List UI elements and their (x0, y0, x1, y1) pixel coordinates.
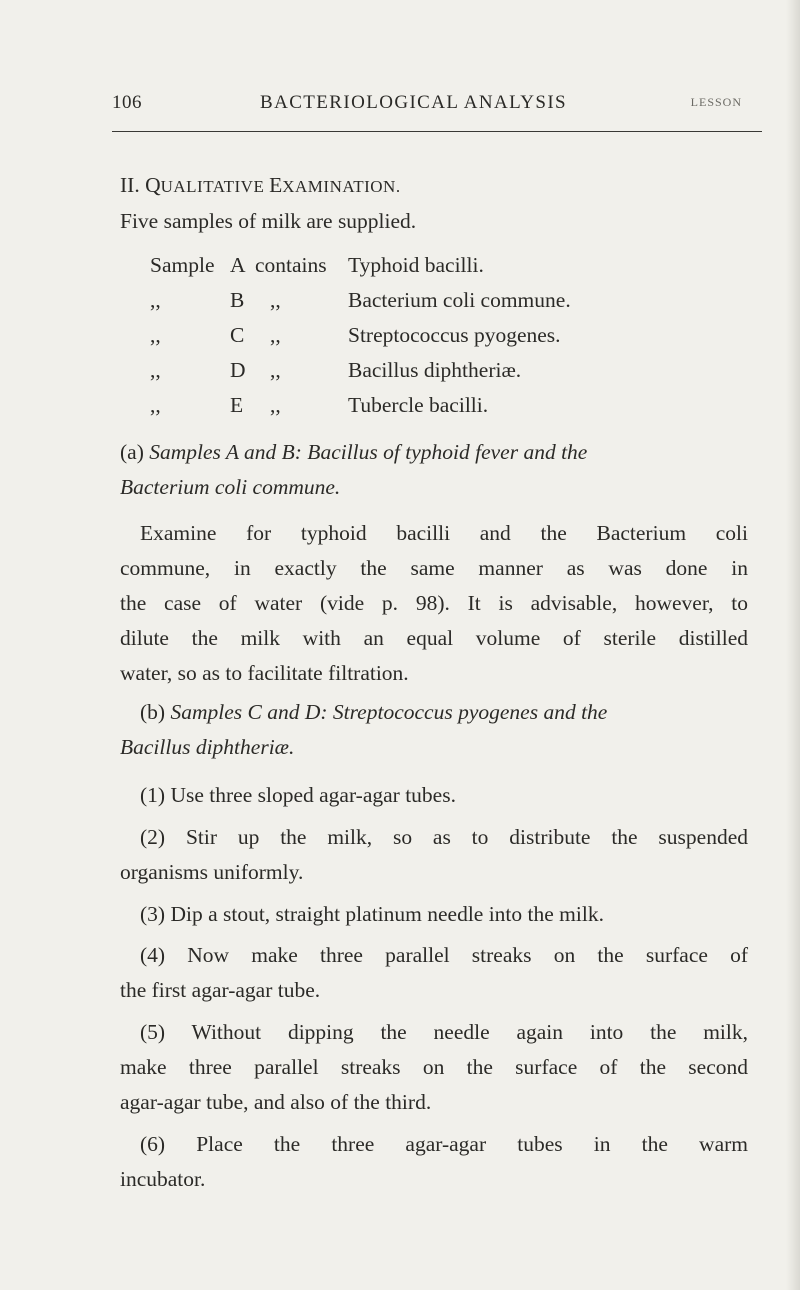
section-title-rest-2: XAMINATION. (282, 177, 401, 196)
step-item (140, 1017, 748, 1047)
step-number: (4) (140, 943, 166, 967)
section-title-cap-1: Q (145, 173, 161, 197)
step-text-continued: the first agar-agar tube. (120, 978, 321, 1002)
step-text-continued: organisms uniformly. (120, 860, 304, 884)
body-line: Examine for typhoid bacilli and the Bacterium coli (140, 521, 748, 545)
step-item (140, 822, 748, 852)
step-number: (2) (140, 825, 166, 849)
subsection-a-label: (a) (120, 440, 144, 464)
step-number: (3) (140, 902, 166, 926)
sample-row (150, 320, 710, 350)
body-line: commune, in exactly the same manner as was done in (120, 556, 748, 580)
sample-organism: Tubercle bacilli. (348, 393, 489, 417)
sample-letter: D (230, 358, 246, 382)
step-text-continued: make three parallel streaks on the surface of the second (120, 1055, 748, 1079)
sample-letter: E (230, 393, 244, 417)
running-header-right: LESSON (690, 95, 742, 109)
sample-verb: ,, (270, 393, 281, 417)
sample-organism: Streptococcus pyogenes. (348, 323, 561, 347)
sample-letter: A (230, 253, 246, 277)
body-line: dilute the milk with an equal volume of sterile distilled (120, 626, 748, 650)
sample-row (150, 355, 710, 385)
sample-lead: ,, (150, 358, 161, 382)
sample-lead: ,, (150, 393, 161, 417)
sample-lead: ,, (150, 323, 161, 347)
section-title-cap-2: E (269, 173, 283, 197)
sample-letter: B (230, 288, 245, 312)
sample-lead: ,, (150, 288, 161, 312)
sample-verb: ,, (270, 358, 281, 382)
sample-organism: Bacillus diphtheriæ. (348, 358, 522, 382)
sample-letter: C (230, 323, 245, 347)
subsection-b-heading-line2: Bacillus diphtheriæ. (120, 735, 295, 759)
step-item (140, 899, 604, 929)
running-header (112, 92, 742, 120)
step-text-continued: incubator. (120, 1167, 206, 1191)
sample-organism: Typhoid bacilli. (348, 253, 484, 277)
sample-verb: contains (255, 253, 327, 277)
body-line: the case of water (vide p. 98). It is advisable, however, to (120, 591, 748, 615)
subsection-a-heading-line2: Bacterium coli commune. (120, 475, 341, 499)
sample-verb: ,, (270, 288, 281, 312)
sample-lead: Sample (150, 253, 215, 277)
step-text: Dip a stout, straight platinum needle into the milk. (170, 902, 604, 926)
header-rule (112, 131, 762, 132)
step-text: Place the three agar-agar tubes in the warm (196, 1132, 748, 1156)
section-title-rest-1: UALITATIVE (160, 177, 270, 196)
running-title: BACTERIOLOGICAL ANALYSIS (260, 92, 568, 113)
section-numeral: II. (120, 173, 140, 197)
step-number: (6) (140, 1132, 166, 1156)
step-text: Stir up the milk, so as to distribute the suspended (185, 825, 748, 849)
step-number: (1) (140, 783, 166, 807)
step-text: Use three sloped agar-agar tubes. (170, 783, 456, 807)
sample-organism: Bacterium coli commune. (348, 288, 571, 312)
sample-row (150, 250, 710, 280)
step-text: Now make three parallel streaks on the surface of (187, 943, 748, 967)
step-item (140, 780, 456, 810)
step-text-continued: agar-agar tube, and also of the third. (120, 1090, 432, 1114)
subsection-b-label: (b) (140, 700, 166, 724)
step-number: (5) (140, 1020, 166, 1044)
page-number: 106 (112, 92, 142, 113)
step-item (140, 1129, 748, 1159)
sample-row (150, 390, 710, 420)
subsection-a-heading-line1: Samples A and B: Bacillus of typhoid fever and the (149, 440, 588, 464)
page-edge-shadow (786, 0, 800, 1290)
sample-verb: ,, (270, 323, 281, 347)
step-item (140, 940, 748, 970)
sample-row (150, 285, 710, 315)
intro-text: Five samples of milk are supplied. (120, 209, 417, 233)
subsection-b-heading-line1: Samples C and D: Streptococcus pyogenes and the (170, 700, 608, 724)
body-line: water, so as to facilitate filtration. (120, 661, 409, 685)
step-text: Without dipping the needle again into the milk, (191, 1020, 748, 1044)
